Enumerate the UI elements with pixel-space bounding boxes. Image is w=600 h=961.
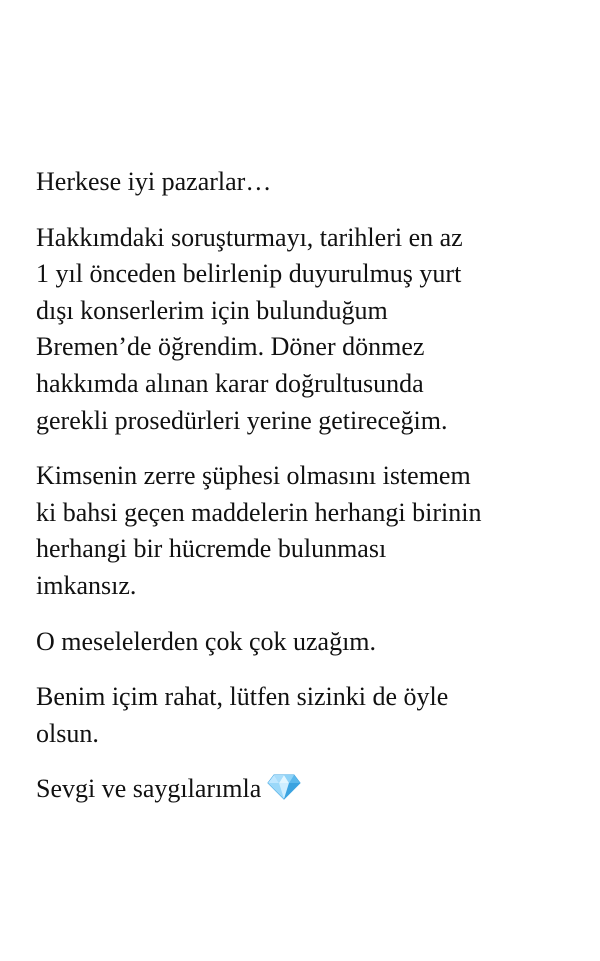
paragraph-distance [36, 624, 588, 661]
text-line: Kimsenin zerre şüphesi olmasını istemem [36, 461, 471, 491]
text-line: imkansız. [36, 570, 137, 600]
gem-icon [267, 774, 301, 811]
text-line: gerekli prosedürleri yerine getireceğim. [36, 405, 448, 435]
text-line: Bremen’de öğrendim. Döner dönmez [36, 332, 425, 362]
text-line: ki bahsi geçen maddelerin herhangi birinin [36, 497, 482, 527]
text-line: herhangi bir hücremde bulunması [36, 534, 387, 564]
text-line: O meselelerden çok çok uzağım. [36, 626, 377, 656]
signoff-line [36, 771, 588, 811]
text-line: Hakkımdaki soruşturmayı, tarihleri en az [36, 222, 463, 252]
paragraph-reassurance [36, 679, 588, 752]
paragraph-statement [36, 458, 588, 604]
text-line: 1 yıl önceden belirlenip duyurulmuş yurt [36, 259, 462, 289]
greeting-line [36, 164, 588, 201]
text-line: hakkımda alınan karar doğrultusunda [36, 368, 424, 398]
story-note [36, 164, 588, 811]
greeting-text: Herkese iyi pazarlar… [36, 167, 272, 196]
text-line: dışı konserlerim için bulunduğum [36, 295, 388, 325]
paragraph-investigation [36, 220, 588, 440]
text-line: Benim içim rahat, lütfen sizinki de öyle [36, 682, 449, 712]
signoff-text: Sevgi ve saygılarımla [36, 774, 262, 804]
text-line: olsun. [36, 718, 99, 748]
